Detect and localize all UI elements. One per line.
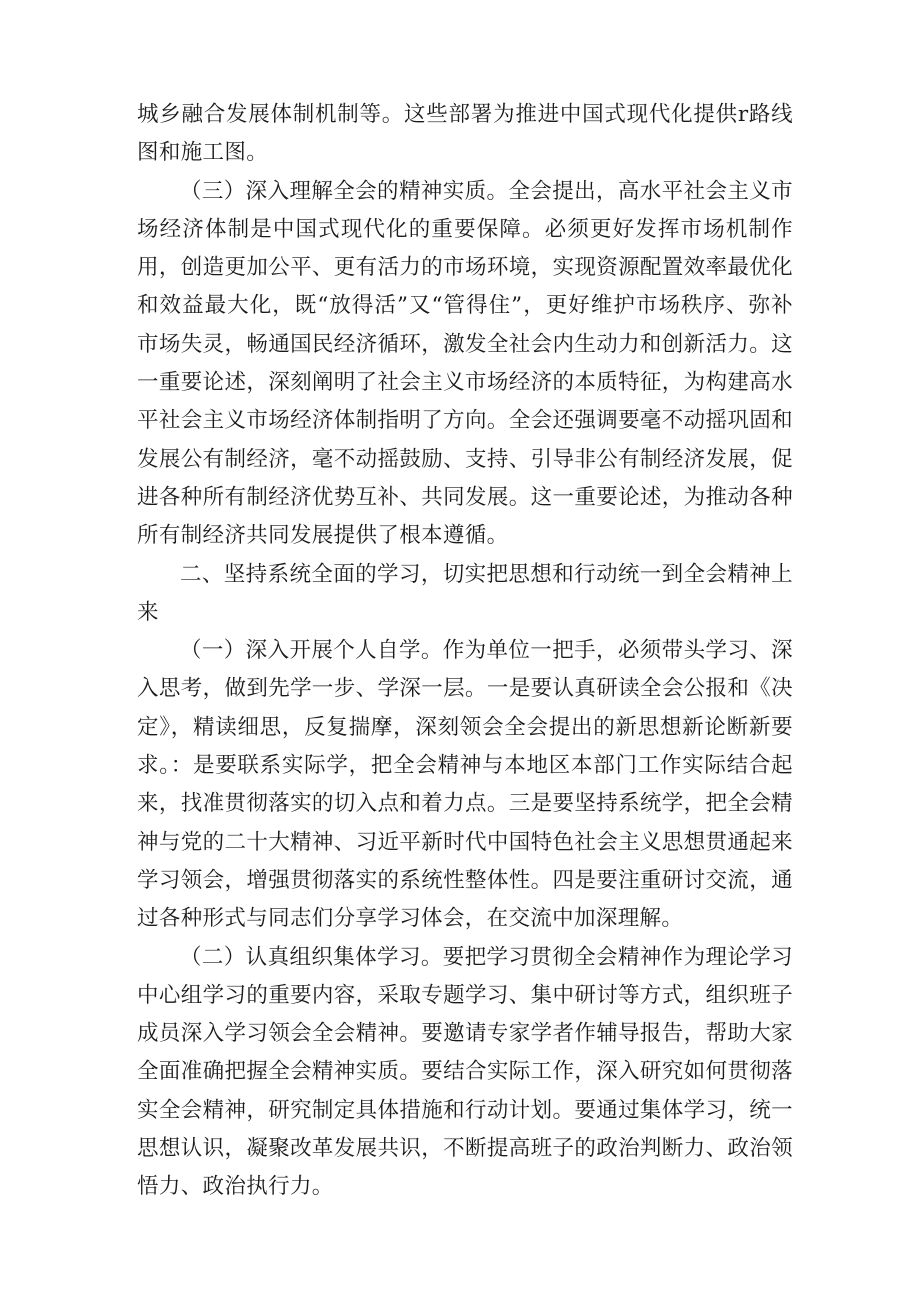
paragraph-section-3-market-economy: （三）深入理解全会的精神实质。全会提出，高水平社会主义市场经济体制是中国式现代化的重要保障。必须更好发挥市场机制作用，创造更加公平、更有活力的市场环境，实现资源配置效率最优化和效益最大化，既“放得活”又“管得住”，更好维护市场秩序、弥补市场失灵，畅通国民经济循环，激发全社会内生动力和创新活力。这一重要论述，深刻阐明了社会主义市场经济的本质特征，为构建高水平社会主义市场经济体制指明了方向。全会还强调要毫不动摇巩固和发展公有制经济，毫不动摇鼓励、支持、引导非公有制经济发展，促进各种所有制经济优势互补、共同发展。这一重要论述，为推动各种所有制经济共同发展提供了根本遵循。 [137, 178, 793, 549]
section-heading-2: 二、坚持系统全面的学习，切实把思想和行动统一到全会精神上来 [137, 561, 793, 625]
paragraph-subsection-2-group-study: （二）认真组织集体学习。要把学习贯彻全会精神作为理论学习中心组学习的重要内容，采取专题学习、集中研讨等方式，组织班子成员深入学习领会全会精神。要邀请专家学者作辅导报告，帮助大家全面准确把握全会精神实质。要结合实际工作，深入研究如何贯彻落实全会精神，研究制定具体措施和行动计划。要通过集体学习，统一思想认识，凝聚改革发展共识，不断提高班子的政治判断力、政治领悟力、政治执行力。 [137, 944, 793, 1200]
document-body [137, 96, 793, 1207]
paragraph-subsection-1-self-study: （一）深入开展个人自学。作为单位一把手，必须带头学习、深入思考，做到先学一步、学深一层。一是要认真研读全会公报和《决定》，精读细思，反复揣摩，深刻领会全会提出的新思想新论断新要求。：是要联系实际学，把全会精神与本地区本部门工作实际结合起来，找准贯彻落实的切入点和着力点。三是要坚持系统学，把全会精神与党的二十大精神、习近平新时代中国特色社会主义思想贯通起来学习领会，增强贯彻落实的系统性整体性。四是要注重研讨交流，通过各种形式与同志们分享学习体会，在交流中加深理解。 [137, 638, 793, 932]
paragraph-continuation: 城乡融合发展体制机制等。这些部署为推进中国式现代化提供r路线图和施工图。 [137, 102, 793, 166]
